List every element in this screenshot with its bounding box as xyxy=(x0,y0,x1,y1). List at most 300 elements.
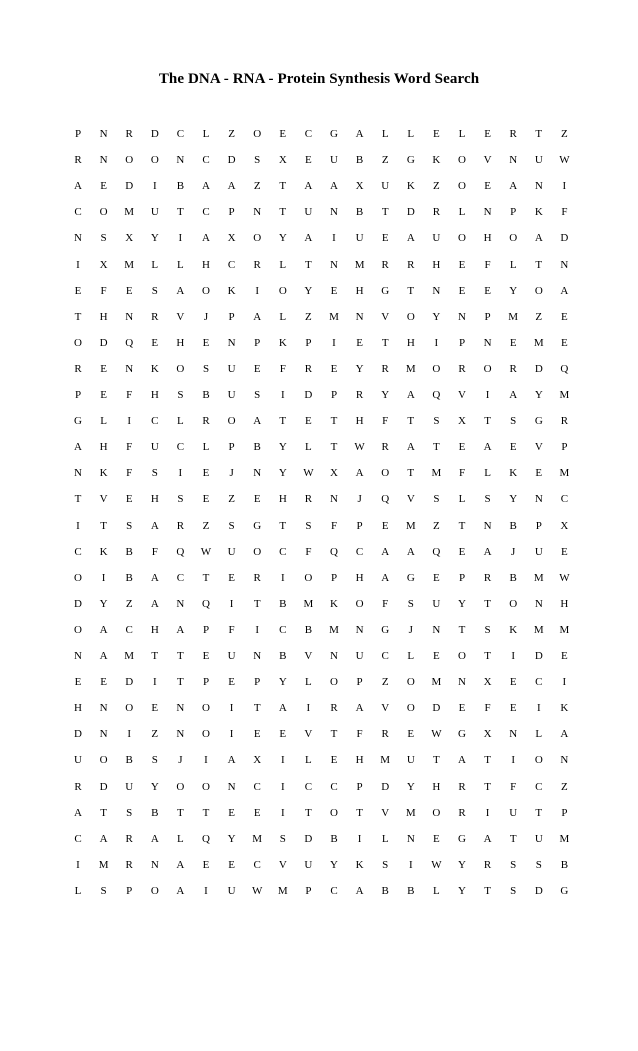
grid-letter: K xyxy=(432,154,441,167)
grid-letter: E xyxy=(202,467,210,480)
page-title: The DNA - RNA - Protein Synthesis Word Search xyxy=(158,71,480,87)
grid-letter: E xyxy=(330,754,338,767)
grid-letter: M xyxy=(533,336,544,349)
grid-letter: C xyxy=(125,623,133,636)
grid-letter: I xyxy=(229,597,234,610)
grid-letter: O xyxy=(202,284,210,297)
grid-letter: Y xyxy=(304,284,313,297)
grid-letter: U xyxy=(381,180,390,193)
grid-letter: V xyxy=(406,493,415,506)
grid-letter: D xyxy=(304,389,313,401)
grid-letter: E xyxy=(228,571,235,584)
grid-letter: M xyxy=(98,858,109,871)
grid-letter: E xyxy=(509,676,517,689)
grid-letter: T xyxy=(535,258,543,271)
grid-letter: T xyxy=(535,128,543,140)
grid-letter: C xyxy=(535,676,543,689)
grid-letter: F xyxy=(126,467,133,480)
grid-row xyxy=(66,307,570,327)
grid-letter: A xyxy=(381,571,390,584)
grid-letter: U xyxy=(432,597,441,610)
grid-row xyxy=(66,568,570,588)
grid-letter: N xyxy=(176,702,185,715)
grid-letter: E xyxy=(381,232,389,245)
grid-row xyxy=(66,803,570,823)
grid-letter: E xyxy=(253,362,261,375)
grid-letter: O xyxy=(406,676,415,689)
grid-letter: O xyxy=(99,206,108,219)
grid-letter: N xyxy=(560,754,569,767)
grid-letter: B xyxy=(407,884,415,897)
grid-letter: O xyxy=(74,336,82,349)
grid-letter: G xyxy=(381,623,390,636)
grid-letter: N xyxy=(125,362,134,375)
grid-letter: A xyxy=(330,180,338,193)
grid-letter: X xyxy=(125,232,134,245)
grid-letter: P xyxy=(74,128,82,140)
grid-letter: O xyxy=(406,310,415,323)
grid-letter: R xyxy=(407,258,415,271)
grid-letter: W xyxy=(200,545,212,558)
grid-letter: H xyxy=(483,232,492,245)
grid-letter: E xyxy=(125,493,133,506)
grid-letter: Z xyxy=(253,180,261,193)
grid-letter: O xyxy=(253,232,262,245)
grid-letter: K xyxy=(99,545,108,558)
grid-letter: E xyxy=(509,702,517,715)
grid-letter: T xyxy=(305,806,312,819)
grid-row xyxy=(66,724,570,744)
grid-row xyxy=(66,620,570,640)
grid-row xyxy=(66,176,570,196)
grid-letter: I xyxy=(485,389,490,401)
grid-letter: E xyxy=(433,571,440,584)
grid-letter: I xyxy=(229,728,234,741)
grid-letter: A xyxy=(150,597,159,610)
grid-letter: Z xyxy=(125,597,133,610)
grid-letter: A xyxy=(534,232,543,245)
grid-letter: D xyxy=(99,336,108,349)
grid-letter: A xyxy=(74,441,82,454)
grid-letter: T xyxy=(407,284,415,297)
grid-letter: B xyxy=(202,389,210,401)
grid-letter: Z xyxy=(305,310,312,323)
grid-row xyxy=(66,881,570,901)
grid-letter: N xyxy=(330,493,338,506)
grid-letter: C xyxy=(253,858,261,871)
grid-letter: Z xyxy=(433,180,440,193)
grid-row xyxy=(66,489,570,509)
grid-row xyxy=(66,202,570,222)
grid-letter: F xyxy=(561,206,568,219)
grid-letter: S xyxy=(100,232,107,245)
grid-letter: O xyxy=(227,415,236,428)
grid-letter: R xyxy=(176,519,185,532)
grid-letter: J xyxy=(203,310,209,323)
grid-letter: P xyxy=(510,206,517,219)
grid-letter: E xyxy=(100,676,107,689)
grid-letter: M xyxy=(329,623,339,636)
grid-letter: Y xyxy=(99,597,108,610)
grid-letter: A xyxy=(355,884,364,897)
grid-letter: O xyxy=(278,284,287,297)
grid-letter: D xyxy=(99,780,108,793)
grid-letter: S xyxy=(305,519,312,532)
grid-letter: E xyxy=(458,441,466,454)
grid-letter: E xyxy=(253,493,261,506)
grid-letter: G xyxy=(534,415,543,428)
grid-letter: P xyxy=(330,571,338,584)
grid-letter: N xyxy=(406,832,415,845)
grid-letter: P xyxy=(254,336,261,349)
grid-letter: A xyxy=(381,545,390,558)
grid-letter: E xyxy=(202,493,210,506)
grid-letter: G xyxy=(560,884,569,897)
grid-letter: W xyxy=(354,441,365,454)
grid-letter: A xyxy=(176,884,185,897)
grid-letter: B xyxy=(151,806,159,819)
grid-letter: O xyxy=(125,154,134,167)
grid-letter: D xyxy=(534,650,543,662)
grid-letter: N xyxy=(534,180,543,193)
grid-letter: O xyxy=(330,676,338,689)
grid-letter: H xyxy=(150,623,159,636)
grid-letter: E xyxy=(228,858,235,871)
grid-letter: H xyxy=(278,493,287,506)
grid-letter: C xyxy=(330,780,338,793)
grid-letter: T xyxy=(202,571,210,584)
grid-letter: Q xyxy=(330,545,338,558)
grid-letter: M xyxy=(431,467,442,480)
grid-letter: N xyxy=(176,597,185,610)
grid-letter: G xyxy=(74,415,82,428)
grid-letter: P xyxy=(126,884,133,897)
grid-letter: B xyxy=(125,545,133,558)
grid-letter: O xyxy=(150,884,159,897)
grid-letter: T xyxy=(356,806,363,819)
grid-letter: A xyxy=(202,180,210,193)
grid-row xyxy=(66,281,570,301)
grid-letter: X xyxy=(458,415,466,428)
grid-letter: A xyxy=(406,389,415,401)
grid-letter: S xyxy=(254,389,261,401)
grid-letter: E xyxy=(561,336,568,349)
grid-letter: W xyxy=(303,467,314,480)
grid-letter: B xyxy=(304,623,313,636)
grid-letter: O xyxy=(534,284,543,297)
grid-letter: R xyxy=(458,362,466,375)
grid-letter: Z xyxy=(202,519,210,532)
grid-letter: H xyxy=(432,258,441,271)
grid-letter: I xyxy=(76,858,80,871)
grid-letter: T xyxy=(381,206,389,219)
grid-letter: V xyxy=(304,650,313,662)
grid-letter: U xyxy=(150,206,159,219)
grid-letter: L xyxy=(151,258,159,271)
grid-letter: W xyxy=(559,571,570,584)
grid-letter: I xyxy=(434,336,439,349)
grid-letter: S xyxy=(535,858,542,871)
grid-letter: T xyxy=(100,519,107,532)
grid-letter: P xyxy=(356,519,363,532)
grid-letter: M xyxy=(405,362,416,375)
grid-letter: Q xyxy=(381,493,390,506)
grid-letter: T xyxy=(100,806,107,819)
grid-letter: D xyxy=(304,832,313,845)
grid-letter: H xyxy=(432,780,441,793)
grid-letter: Z xyxy=(561,780,568,793)
grid-letter: G xyxy=(406,154,415,167)
grid-letter: Y xyxy=(227,832,236,845)
grid-letter: A xyxy=(406,545,415,558)
grid-letter: D xyxy=(74,728,82,741)
grid-letter: E xyxy=(279,128,287,140)
grid-letter: E xyxy=(458,258,466,271)
grid-letter: O xyxy=(202,728,210,741)
grid-letter: J xyxy=(229,467,234,480)
grid-letter: M xyxy=(431,676,442,689)
grid-letter: P xyxy=(330,389,338,401)
grid-letter: O xyxy=(99,754,108,767)
grid-letter: A xyxy=(227,754,236,767)
grid-letter: L xyxy=(381,832,389,845)
grid-letter: E xyxy=(151,336,159,349)
grid-letter: R xyxy=(125,128,133,140)
grid-letter: M xyxy=(124,206,135,219)
grid-letter: U xyxy=(304,858,313,871)
grid-letter: C xyxy=(227,258,236,271)
grid-letter: T xyxy=(202,806,210,819)
grid-letter: R xyxy=(74,154,82,167)
grid-letter: C xyxy=(176,128,185,140)
grid-letter: A xyxy=(304,180,313,193)
grid-letter: R xyxy=(458,780,466,793)
grid-letter: C xyxy=(253,780,261,793)
grid-letter: P xyxy=(458,336,466,349)
grid-letter: J xyxy=(408,623,413,636)
grid-letter: N xyxy=(509,728,518,741)
grid-letter: Y xyxy=(406,780,415,793)
grid-letter: O xyxy=(202,780,210,793)
grid-letter: U xyxy=(304,206,313,219)
grid-letter: N xyxy=(99,728,108,741)
grid-letter: I xyxy=(280,754,285,767)
grid-letter: R xyxy=(74,780,82,793)
grid-letter: H xyxy=(150,389,159,401)
grid-row xyxy=(66,542,570,562)
grid-letter: E xyxy=(484,128,491,140)
grid-letter: M xyxy=(354,258,365,271)
grid-letter: M xyxy=(329,310,339,323)
grid-letter: V xyxy=(381,806,390,819)
grid-letter: E xyxy=(330,284,338,297)
grid-letter: G xyxy=(406,571,415,584)
grid-letter: Y xyxy=(355,362,364,375)
grid-letter: Y xyxy=(278,232,287,245)
grid-letter: E xyxy=(74,676,82,689)
grid-letter: H xyxy=(406,336,415,349)
grid-row xyxy=(66,411,570,431)
grid-row xyxy=(66,750,570,770)
grid-letter: D xyxy=(381,780,390,793)
grid-letter: N xyxy=(330,206,338,219)
grid-letter: D xyxy=(534,362,543,375)
grid-letter: L xyxy=(407,650,415,662)
grid-letter: O xyxy=(483,362,492,375)
grid-letter: T xyxy=(407,467,415,480)
grid-letter: L xyxy=(202,441,210,454)
grid-row xyxy=(66,359,570,379)
grid-letter: A xyxy=(150,571,159,584)
grid-letter: R xyxy=(202,415,210,428)
grid-letter: U xyxy=(227,884,236,897)
grid-letter: Z xyxy=(433,519,440,532)
grid-letter: Y xyxy=(150,780,159,793)
grid-letter: T xyxy=(74,310,82,323)
grid-letter: R xyxy=(560,415,569,428)
grid-letter: W xyxy=(431,728,442,741)
grid-letter: N xyxy=(483,519,492,532)
grid-letter: U xyxy=(355,650,364,662)
grid-letter: T xyxy=(279,180,287,193)
grid-letter: R xyxy=(253,258,261,271)
grid-letter: U xyxy=(534,545,543,558)
grid-letter: N xyxy=(483,336,492,349)
grid-letter: E xyxy=(561,545,568,558)
grid-letter: O xyxy=(150,154,159,167)
grid-letter: I xyxy=(76,258,80,271)
grid-letter: Q xyxy=(202,597,210,610)
grid-letter: H xyxy=(150,493,159,506)
grid-letter: E xyxy=(202,858,210,871)
grid-letter: S xyxy=(433,493,440,506)
grid-letter: B xyxy=(355,206,364,219)
grid-letter: A xyxy=(99,623,108,636)
grid-letter: R xyxy=(355,389,364,401)
grid-letter: N xyxy=(355,623,364,636)
grid-row xyxy=(66,829,570,849)
grid-letter: H xyxy=(355,571,364,584)
grid-letter: W xyxy=(431,858,442,871)
grid-letter: I xyxy=(408,858,413,871)
grid-letter: L xyxy=(177,258,184,271)
grid-letter: E xyxy=(100,362,107,375)
grid-letter: K xyxy=(534,206,543,219)
grid-letter: S xyxy=(510,415,517,428)
grid-letter: N xyxy=(432,284,441,297)
grid-letter: M xyxy=(380,754,391,767)
grid-letter: O xyxy=(304,571,313,584)
grid-letter: I xyxy=(332,336,336,349)
grid-letter: A xyxy=(74,180,82,193)
grid-letter: R xyxy=(304,362,313,375)
grid-letter: I xyxy=(511,754,516,767)
grid-letter: K xyxy=(509,623,518,636)
grid-letter: I xyxy=(178,467,183,480)
grid-letter: C xyxy=(279,623,287,636)
grid-letter: P xyxy=(228,206,235,219)
grid-letter: E xyxy=(202,336,210,349)
grid-letter: G xyxy=(330,128,338,140)
grid-letter: C xyxy=(279,545,287,558)
grid-letter: N xyxy=(227,780,236,793)
grid-letter: F xyxy=(484,258,491,271)
grid-letter: M xyxy=(277,884,288,897)
grid-row xyxy=(66,594,570,614)
grid-letter: L xyxy=(407,128,415,140)
grid-letter: C xyxy=(535,780,543,793)
grid-letter: A xyxy=(176,623,185,636)
grid-letter: T xyxy=(279,415,287,428)
grid-row xyxy=(66,385,570,405)
grid-letter: E xyxy=(202,650,210,662)
grid-letter: I xyxy=(152,180,157,193)
grid-letter: V xyxy=(483,154,492,167)
grid-letter: I xyxy=(255,284,260,297)
grid-letter: L xyxy=(535,728,543,741)
grid-letter: C xyxy=(381,650,389,662)
grid-letter: S xyxy=(177,493,184,506)
grid-letter: S xyxy=(510,858,517,871)
grid-letter: L xyxy=(177,415,184,428)
grid-letter: E xyxy=(458,545,466,558)
grid-letter: A xyxy=(99,650,108,662)
grid-letter: N xyxy=(99,702,108,715)
grid-letter: M xyxy=(124,258,135,271)
grid-letter: V xyxy=(99,493,108,506)
grid-row xyxy=(66,516,570,536)
grid-letter: F xyxy=(305,545,312,558)
grid-letter: N xyxy=(125,310,134,323)
grid-letter: I xyxy=(332,232,336,245)
grid-letter: P xyxy=(305,884,312,897)
grid-letter: I xyxy=(562,676,567,689)
grid-letter: T xyxy=(330,728,338,741)
grid-letter: P xyxy=(356,676,363,689)
grid-letter: I xyxy=(204,754,208,767)
grid-letter: F xyxy=(228,623,235,636)
grid-letter: R xyxy=(253,571,261,584)
grid-letter: T xyxy=(484,884,491,897)
grid-letter: J xyxy=(178,754,183,767)
grid-letter: I xyxy=(178,232,183,245)
grid-letter: O xyxy=(176,362,185,375)
grid-letter: D xyxy=(125,180,134,193)
grid-letter: B xyxy=(176,180,185,193)
grid-row xyxy=(66,672,570,692)
grid-letter: B xyxy=(509,519,517,532)
grid-letter: F xyxy=(458,467,466,480)
grid-letter: A xyxy=(355,128,364,140)
grid-letter: M xyxy=(559,467,570,480)
grid-letter: E xyxy=(561,650,568,662)
grid-letter: E xyxy=(305,154,312,167)
grid-letter: P xyxy=(202,676,210,689)
grid-letter: O xyxy=(458,650,466,662)
grid-letter: M xyxy=(252,832,263,845)
grid-letter: B xyxy=(279,650,287,662)
grid-letter: U xyxy=(125,780,134,793)
grid-letter: I xyxy=(127,728,132,741)
grid-letter: P xyxy=(561,441,568,454)
grid-letter: W xyxy=(559,154,570,167)
grid-letter: R xyxy=(74,362,82,375)
grid-letter: Y xyxy=(278,441,287,454)
grid-letter: L xyxy=(100,415,107,428)
grid-letter: Y xyxy=(330,858,338,871)
grid-letter: I xyxy=(101,571,106,584)
grid-letter: P xyxy=(228,441,235,454)
